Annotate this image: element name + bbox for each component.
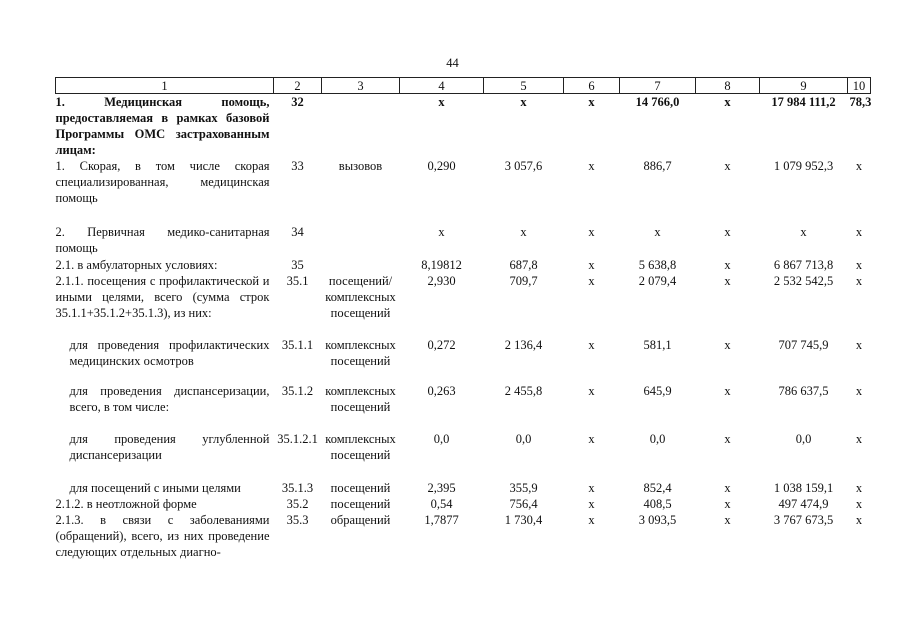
row-col6: х <box>588 513 595 527</box>
row-name: 2.1.2. в неотложной форме <box>55 497 197 511</box>
column-header-4: 4 <box>400 78 484 94</box>
row-col6: х <box>588 338 595 352</box>
row-code: 35.1.2.1 <box>277 432 318 446</box>
row-col5: х <box>520 95 527 109</box>
row-col5: 2 455,8 <box>504 384 543 398</box>
table-row <box>56 480 871 496</box>
row-col7: 581,1 <box>643 338 672 352</box>
row-name: для посещений с иными целями <box>69 481 241 495</box>
row-unit <box>322 257 400 273</box>
medical-care-table <box>55 77 871 576</box>
row-col10: х <box>855 225 863 239</box>
row-code: 33 <box>291 159 304 173</box>
row-col5: 355,9 <box>509 481 538 495</box>
row-code: 35.2 <box>286 497 309 511</box>
row-col5: х <box>520 225 527 239</box>
row-name: 1. Медицинская помощь, предоставляемая в рамках базовой Программы ОМС застрахованным лицам: <box>55 95 270 157</box>
row-col7: 3 093,5 <box>638 513 677 527</box>
row-unit: комплексных посещений <box>325 384 396 414</box>
row-col4: 0,263 <box>427 384 456 398</box>
row-name: для проведения диспансеризации, всего, в том числе: <box>69 384 270 414</box>
row-col10: х <box>855 159 863 173</box>
row-col5: 1 730,4 <box>504 513 543 527</box>
row-col9: 2 532 542,5 <box>773 274 834 288</box>
row-col6: х <box>588 274 595 288</box>
row-code: 35.1.3 <box>281 481 314 495</box>
row-col8: х <box>724 432 731 446</box>
row-col8: х <box>724 274 731 288</box>
table-body <box>56 94 871 577</box>
row-col9: 707 745,9 <box>778 338 829 352</box>
table-row <box>56 273 871 337</box>
row-code: 35.3 <box>286 513 309 527</box>
row-col7: 0,0 <box>649 432 666 446</box>
column-header-3: 3 <box>322 78 400 94</box>
row-col9: 497 474,9 <box>778 497 829 511</box>
row-col6: х <box>588 481 595 495</box>
column-header-9: 9 <box>760 78 848 94</box>
row-col9: 1 079 952,3 <box>773 159 834 173</box>
row-code: 32 <box>291 95 304 109</box>
row-col9: 786 637,5 <box>778 384 829 398</box>
column-header-10: 10 <box>848 78 871 94</box>
row-col7: 886,7 <box>643 159 672 173</box>
table-row <box>56 337 871 383</box>
row-col5: 756,4 <box>509 497 538 511</box>
row-unit <box>322 94 400 159</box>
row-col6: х <box>588 159 595 173</box>
column-header-8: 8 <box>696 78 760 94</box>
table-row <box>56 496 871 512</box>
row-col4: 0,54 <box>430 497 453 511</box>
row-unit: комплексных посещений <box>325 338 396 368</box>
row-col9: 1 038 159,1 <box>773 481 834 495</box>
row-col7: 408,5 <box>643 497 672 511</box>
row-col4: 0,272 <box>427 338 456 352</box>
row-name: 2.1.3. в связи с заболеваниями (обращений), всего, из них проведение следующих отдельных диагно- <box>55 513 270 559</box>
row-col5: 3 057,6 <box>504 159 543 173</box>
row-col4: х <box>438 225 445 239</box>
row-code: 35 <box>291 258 304 272</box>
column-header-2: 2 <box>274 78 322 94</box>
table-row <box>56 257 871 273</box>
row-col7: х <box>654 225 661 239</box>
table-row <box>56 94 871 159</box>
row-col4: 2,395 <box>427 481 456 495</box>
row-col8: х <box>724 225 731 239</box>
row-col8: х <box>724 258 731 272</box>
row-col6: х <box>588 225 595 239</box>
table-row <box>56 431 871 480</box>
row-col6: х <box>588 432 595 446</box>
row-col6: х <box>588 95 595 109</box>
row-col4: 0,0 <box>433 432 450 446</box>
row-name: 2.1. в амбулаторных условиях: <box>55 258 218 272</box>
row-col5: 687,8 <box>509 258 538 272</box>
row-code: 35.1.2 <box>281 384 314 398</box>
row-col8: х <box>724 159 731 173</box>
row-unit: вызовов <box>338 159 383 173</box>
table-row <box>56 383 871 431</box>
row-col7: 2 079,4 <box>638 274 677 288</box>
row-col4: 2,930 <box>427 274 456 288</box>
row-col10: 78,3 <box>849 95 872 109</box>
row-code: 35.1.1 <box>281 338 314 352</box>
row-col4: 8,19812 <box>421 258 462 272</box>
row-col8: х <box>724 338 731 352</box>
row-col9: х <box>800 225 807 239</box>
row-unit: посещений <box>330 481 391 495</box>
row-col10: х <box>855 513 863 527</box>
row-col10: х <box>855 481 863 495</box>
row-col8: х <box>724 497 731 511</box>
row-col8: х <box>724 95 731 109</box>
row-col10: х <box>855 338 863 352</box>
column-header-7: 7 <box>620 78 696 94</box>
row-col7: 852,4 <box>643 481 672 495</box>
row-col9: 3 767 673,5 <box>773 513 834 527</box>
row-name: 2.1.1. посещения с профилактической и иными целями, всего (сумма строк 35.1.1+35.1.2+35.1.3), из них: <box>55 274 270 320</box>
row-col9: 17 984 111,2 <box>771 95 836 109</box>
row-col6: х <box>588 497 595 511</box>
row-col4: х <box>438 95 445 109</box>
row-unit: обращений <box>330 513 391 527</box>
row-name: для проведения углубленной диспансеризации <box>69 432 270 462</box>
row-col9: 6 867 713,8 <box>773 258 834 272</box>
row-unit: посещений <box>330 497 391 511</box>
column-number-row <box>56 78 871 94</box>
row-col8: х <box>724 384 731 398</box>
row-col10: х <box>855 258 863 272</box>
row-col10: х <box>855 497 863 511</box>
row-col5: 0,0 <box>515 432 532 446</box>
row-col7: 14 766,0 <box>635 95 680 109</box>
row-name: для проведения профилактических медицинских осмотров <box>69 338 270 368</box>
row-col10: х <box>855 432 863 446</box>
row-code: 34 <box>291 225 304 239</box>
row-col4: 0,290 <box>427 159 456 173</box>
row-col4: 1,7877 <box>424 513 459 527</box>
page-number: 44 <box>446 56 459 70</box>
row-col7: 645,9 <box>643 384 672 398</box>
row-col6: х <box>588 384 595 398</box>
table-row <box>56 512 871 576</box>
row-code: 35.1 <box>286 274 309 288</box>
row-col9: 0,0 <box>795 432 812 446</box>
table-row <box>56 224 871 257</box>
row-col6: х <box>588 258 595 272</box>
row-col7: 5 638,8 <box>638 258 677 272</box>
table-row <box>56 158 871 224</box>
row-name: 2. Первичная медико-санитарная помощь <box>55 225 270 255</box>
row-col5: 709,7 <box>509 274 538 288</box>
row-col8: х <box>724 481 731 495</box>
column-header-5: 5 <box>484 78 564 94</box>
row-unit: комплексных посещений <box>325 432 396 462</box>
row-col8: х <box>724 513 731 527</box>
row-unit: посещений/ комплексных посещений <box>325 274 396 320</box>
column-header-1: 1 <box>56 78 274 94</box>
row-unit <box>322 224 400 257</box>
row-name: 1. Скорая, в том числе скорая специализированная, медицинская помощь <box>55 159 270 205</box>
column-header-6: 6 <box>564 78 620 94</box>
row-col5: 2 136,4 <box>504 338 543 352</box>
row-col10: х <box>855 274 863 288</box>
row-col10: х <box>855 384 863 398</box>
